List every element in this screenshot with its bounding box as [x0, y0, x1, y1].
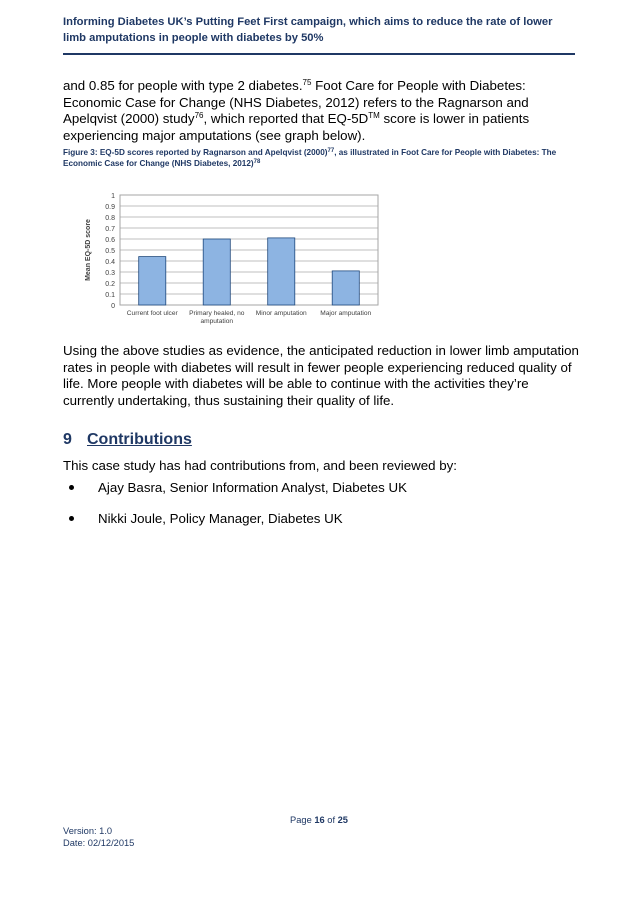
footnote-ref-76[interactable]: 76: [194, 111, 204, 121]
page-current: 16: [314, 815, 325, 825]
contributions-intro: This case study has had contributions from, and been reviewed by:: [63, 458, 457, 473]
y-tick-label: 0.7: [105, 226, 115, 233]
page-header: Informing Diabetes UK’s Putting Feet First campaign, which aims to reduce the rate of lower limb amputations in people with diabetes by 50%: [63, 16, 553, 44]
eq5d-bar-chart: [82, 183, 382, 328]
bullet-icon: [69, 485, 74, 490]
intro-text-2: Foot Care for People with Diabetes: Economic Case for Change (NHS Diabetes, 2012) refers to the Ragnarson and Apelqvist (2000) study: [63, 78, 529, 127]
y-tick-label: 0.8: [105, 215, 115, 222]
y-tick-label: 1: [111, 193, 115, 200]
section-number: 9: [63, 431, 72, 448]
page-of: of: [324, 815, 338, 825]
bar: [139, 257, 166, 305]
intro-text-1: and 0.85 for people with type 2 diabetes.: [63, 78, 303, 93]
list-item: [63, 480, 407, 511]
bar: [268, 238, 295, 305]
x-tick-label: Major amputation: [320, 310, 372, 317]
x-tick-label: Minor amputation: [255, 310, 307, 317]
document-meta: [63, 826, 134, 849]
version-label: Version: 1.0: [63, 826, 113, 836]
figure-caption: [63, 147, 583, 169]
intro-paragraph: [63, 78, 583, 145]
contributor-name: Ajay Basra, Senior Information Analyst, Diabetes UK: [98, 480, 407, 495]
y-tick-label: 0.6: [105, 237, 115, 244]
intro-text-3: , which reported that EQ-5D: [203, 111, 369, 127]
y-tick-label: 0.3: [105, 270, 115, 277]
date-label: Date: 02/12/2015: [63, 837, 135, 848]
x-tick-label: amputation: [200, 318, 234, 325]
bar: [203, 239, 230, 305]
page-total: 25: [337, 815, 348, 825]
conclusion-paragraph: Using the above studies as evidence, the anticipated reduction in lower limb amputation rates in people with diabetes will result in fewer people experiencing reduced quality of life. More people with diabetes will be able to continue with the activities they’re currently undertaking, thus sustaining their quality of life.: [63, 343, 579, 409]
x-tick-label: Current foot ulcer: [126, 310, 178, 317]
x-tick-label: Primary healed, no: [189, 310, 245, 317]
header-divider: [63, 53, 575, 55]
y-tick-label: 0.5: [105, 248, 115, 255]
bullet-icon: [69, 516, 74, 521]
contributors-list: [63, 480, 407, 542]
section-heading: [63, 431, 192, 449]
caption-footnote-ref-77[interactable]: 77: [327, 148, 335, 154]
intro-text-4: score is lower in patients experiencing major amputations (see graph below).: [63, 111, 530, 144]
bar: [332, 271, 359, 305]
caption-text-2: , as illustrated in Foot Care for People with Diabetes: The Economic Case for Change (NHS Diabetes, 2012): [63, 148, 557, 168]
trademark-mark: TM: [368, 111, 380, 121]
y-tick-label: 0.9: [105, 204, 115, 211]
y-tick-label: 0.2: [105, 281, 115, 288]
caption-text-1: Figure 3: EQ-5D scores reported by Ragnarson and Apelqvist (2000): [63, 148, 328, 157]
list-item: [63, 511, 407, 542]
page-number: [0, 815, 638, 825]
y-tick-label: 0: [111, 303, 115, 310]
y-tick-label: 0.1: [105, 292, 115, 299]
section-title: Contributions: [87, 431, 192, 448]
page-prefix: Page: [290, 815, 315, 825]
y-axis-label: Mean EQ-5D score: [85, 219, 92, 281]
y-tick-label: 0.4: [105, 259, 115, 266]
footnote-ref-75[interactable]: 75: [302, 78, 312, 87]
caption-footnote-ref-78[interactable]: 78: [253, 159, 261, 165]
contributor-name: Nikki Joule, Policy Manager, Diabetes UK: [98, 511, 343, 526]
